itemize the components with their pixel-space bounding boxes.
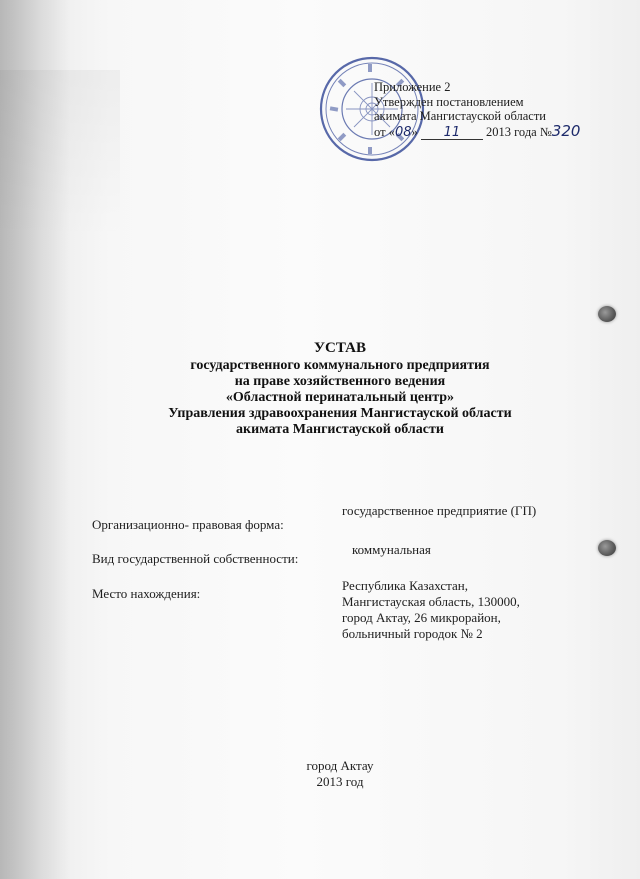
date-prefix: от « — [374, 124, 395, 139]
charter-subtitle-line: «Областной перинатальный центр» — [225, 390, 455, 405]
footer-year: 2013 год — [316, 774, 364, 789]
field-value-line: Республика Казахстан, — [342, 578, 468, 593]
field-value-legal-form — [342, 503, 536, 519]
charter-subtitle-line: государственного коммунального предприятия — [190, 358, 490, 373]
charter-title: УСТАВ — [314, 340, 366, 356]
field-value-line: город Актау, 26 микрорайон, — [342, 610, 501, 625]
footer-city: город Актау — [306, 758, 374, 773]
field-value-line: государственное предприятие (ГП) — [342, 503, 537, 518]
document-footer — [240, 758, 440, 790]
date-month: 11 — [421, 127, 483, 140]
decree-date-line — [374, 121, 581, 141]
field-label-location: Место нахождения: — [92, 586, 201, 601]
field-value-line: больничный городок № 2 — [342, 626, 483, 641]
charter-subtitle-line: Управления здравоохранения Мангистауской области — [168, 406, 512, 421]
charter-title-block — [120, 340, 560, 438]
field-value-ownership-type — [352, 542, 431, 558]
decree-number: 320 — [551, 121, 581, 140]
field-value-line: коммунальная — [352, 542, 431, 557]
field-label-ownership-type: Вид государственной собственности: — [92, 551, 299, 566]
appendix-header — [374, 80, 580, 140]
charter-subtitle-line: на праве хозяйственного ведения — [234, 374, 446, 389]
charter-subtitle-line: акимата Мангистауской области — [236, 422, 444, 437]
appendix-line: Приложение 2 — [374, 80, 451, 94]
field-label-legal-form: Организационно- правовая форма: — [92, 517, 284, 532]
punch-hole-icon — [598, 306, 616, 322]
date-suffix: 2013 года № — [485, 124, 552, 139]
punch-hole-icon — [598, 540, 616, 556]
field-value-line: Мангистауская область, 130000, — [342, 594, 520, 609]
appendix-line: Утвержден постановлением — [374, 94, 524, 109]
appendix-line: акимата Мангистауской области — [374, 109, 546, 123]
bleed-through-shade — [0, 70, 120, 240]
field-value-location — [342, 578, 520, 642]
date-day: 08 — [394, 124, 412, 140]
date-mid: » — [411, 124, 418, 139]
